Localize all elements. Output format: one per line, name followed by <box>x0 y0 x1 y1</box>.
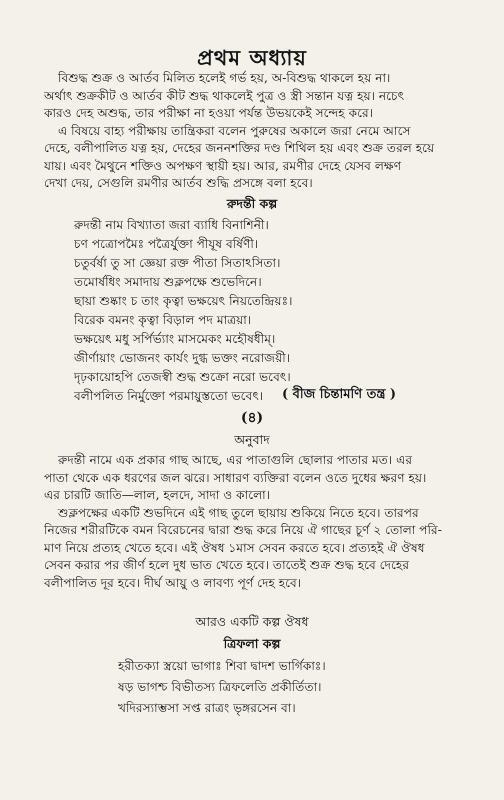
text-line: যায়। এবং মৈথুনে শক্তিও অপক্ষণ স্থায়ী হয়। আর, রমণীর দেহে যেসব লক্ষণ <box>44 158 402 173</box>
verse-line: জীর্ণায়াং ভোজনং কার্যং দুগ্ধ ভক্তং নরোজয়ী। <box>74 351 291 365</box>
text-line: বিশুদ্ধ শুক্র ও আর্তব মিলিত হলেই গর্ভ হয়, অ-বিশুদ্ধ থাকলে হয় না। <box>58 71 391 85</box>
verse-line: খদিরস্যাম্ভসা সপ্ত রাত্রং ভৃঙ্গরসেন বা। <box>118 701 296 715</box>
triphala-heading: ত্রিফলা কল্প <box>223 636 281 651</box>
sanskrit-verse <box>74 216 474 406</box>
text-line: শুক্লপক্ষের একটি শুভদিনে এই গাছ তুলে ছায়ায় শুকিয়ে নিতে হবে। তারপর <box>58 505 419 520</box>
text-line: দেখা দেয়, সেগুলি রমণীর আর্তব শুদ্ধি প্রসঙ্গে বলা হবে। <box>44 176 313 190</box>
translation-paragraph <box>44 452 472 592</box>
text-line: সেবন করার পর জীর্ণ হলে দুধ ভাত খেতে হবে। তাতেই শুক্র শুদ্ধ হবে দেহের <box>44 558 410 572</box>
verse-line: তমোর্ষধিং সমাদায় শুক্লপক্ষে শুভেদিনে। <box>74 275 262 289</box>
verse-line: ষড় ভাগশ্চ বিভীতস্য ত্রিফলেতি প্রকীর্তিতা। <box>118 680 322 694</box>
text-line: অর্থাৎ শুক্রকীট ও আর্তব কীট শুদ্ধ থাকলেই পুত্র ও স্ত্রী সন্তান যত্ন হয়। নচেৎ <box>44 88 405 103</box>
verse-line: চণ পত্রোপমৈঃ পত্রৈর্যুক্তা পীযূষ বর্ষিণী। <box>74 237 259 251</box>
section-number: (৪) <box>240 410 264 426</box>
text-line: বলীপালিত দূর হবে। দীর্ঘ আয়ু ও লাবণ্য পূর্ণ দেহ হবে। <box>44 575 302 590</box>
another-kalpa-heading: আরও একটি কল্প ঔষধ <box>195 614 309 629</box>
text-line: দেহে, বলীপালিত যত্ন হয়, দেহের জননশক্তির দণ্ড শিথিল হয় এবং শুক্র তরল হয়ে <box>44 141 435 155</box>
triphala-verse <box>118 656 478 719</box>
verse-line: রুদন্তী নাম বিখ্যাতা জরা ব্যাধি বিনাশিনী। <box>74 218 269 232</box>
verse-line: চতুর্বর্ষা তু সা জ্ঞেয়া রক্ত পীতা সিতাঽসিতা। <box>74 256 281 270</box>
kalpa-heading: রুদন্তী কল্প <box>226 196 278 211</box>
verse-line: ছায়া শুষ্কাং চ তাং কৃত্বা ভক্ষয়েৎ নিয়তেন্দ্রিয়ঃ। <box>74 294 293 308</box>
text-line: রুদন্তী নামে এক প্রকার গাছ আছে, এর পাতাগুলি ছোলার পাতার মত। এর <box>58 453 413 467</box>
text-line: কারও দেহ অশুদ্ধ, তার পরীক্ষা না হওয়া পর্যন্ত উভয়কেই সন্দেহ করে। <box>44 106 374 120</box>
translation-heading: অনুবাদ <box>234 432 270 447</box>
verse-line: দৃঢ়কায়োহপি তেজস্বী শুদ্ধ শুক্রো নরো ভবেৎ। <box>74 370 291 384</box>
verse-line: বিরেক বমনং কৃত্বা বিড়াল পদ মাত্রয়া। <box>74 313 252 327</box>
verse-line: বলীপলিত নির্মুক্তো পরমায়ুস্ততো ভবেৎ। <box>74 389 264 403</box>
verse-line: ভক্ষয়েৎ মধু সর্পির্ভ্যাং মাসমেকং মহৌষধীম্‌। <box>74 332 276 346</box>
source-citation: ( বীজ চিন্তামণি তন্ত্র ) <box>282 387 397 402</box>
text-line: মাণ নিয়ে প্রত্যহ খেতে হবে। এই ঔষধ ১মাস সেবন করতে হবে। প্রত্যহই ঐ ঔষধ <box>44 540 425 555</box>
text-line: এর চারটি জাতি—লাল, হলদে, সাদা ও কালো। <box>44 488 271 502</box>
chapter-title: প্রথম অধ্যায় <box>197 45 307 70</box>
text-line: এ বিষয়ে বাহ্য পরীক্ষায় তান্ত্রিকরা বলেন পুরুষের অকালে জরা নেমে আসে <box>58 123 411 138</box>
verse-line: হরীতক্যা স্ত্রয়ো ভাগাঃ শিবা দ্বাদশ ভার্গিকাঃ। <box>118 659 326 673</box>
intro-paragraph <box>44 70 472 193</box>
text-line: নিজের শরীরটিকে বমন বিরেচনের দ্বারা শুদ্ধ করে নিয়ে ঐ গাছের চূর্ণ ২ তোলা পরি- <box>44 523 442 537</box>
text-line: পাতা থেকে এক ধরণের জল ঝরে। সাধারণ ব্যক্তিরা বলেন ওতে দুধের ক্ষরণ হয়। <box>44 470 427 485</box>
